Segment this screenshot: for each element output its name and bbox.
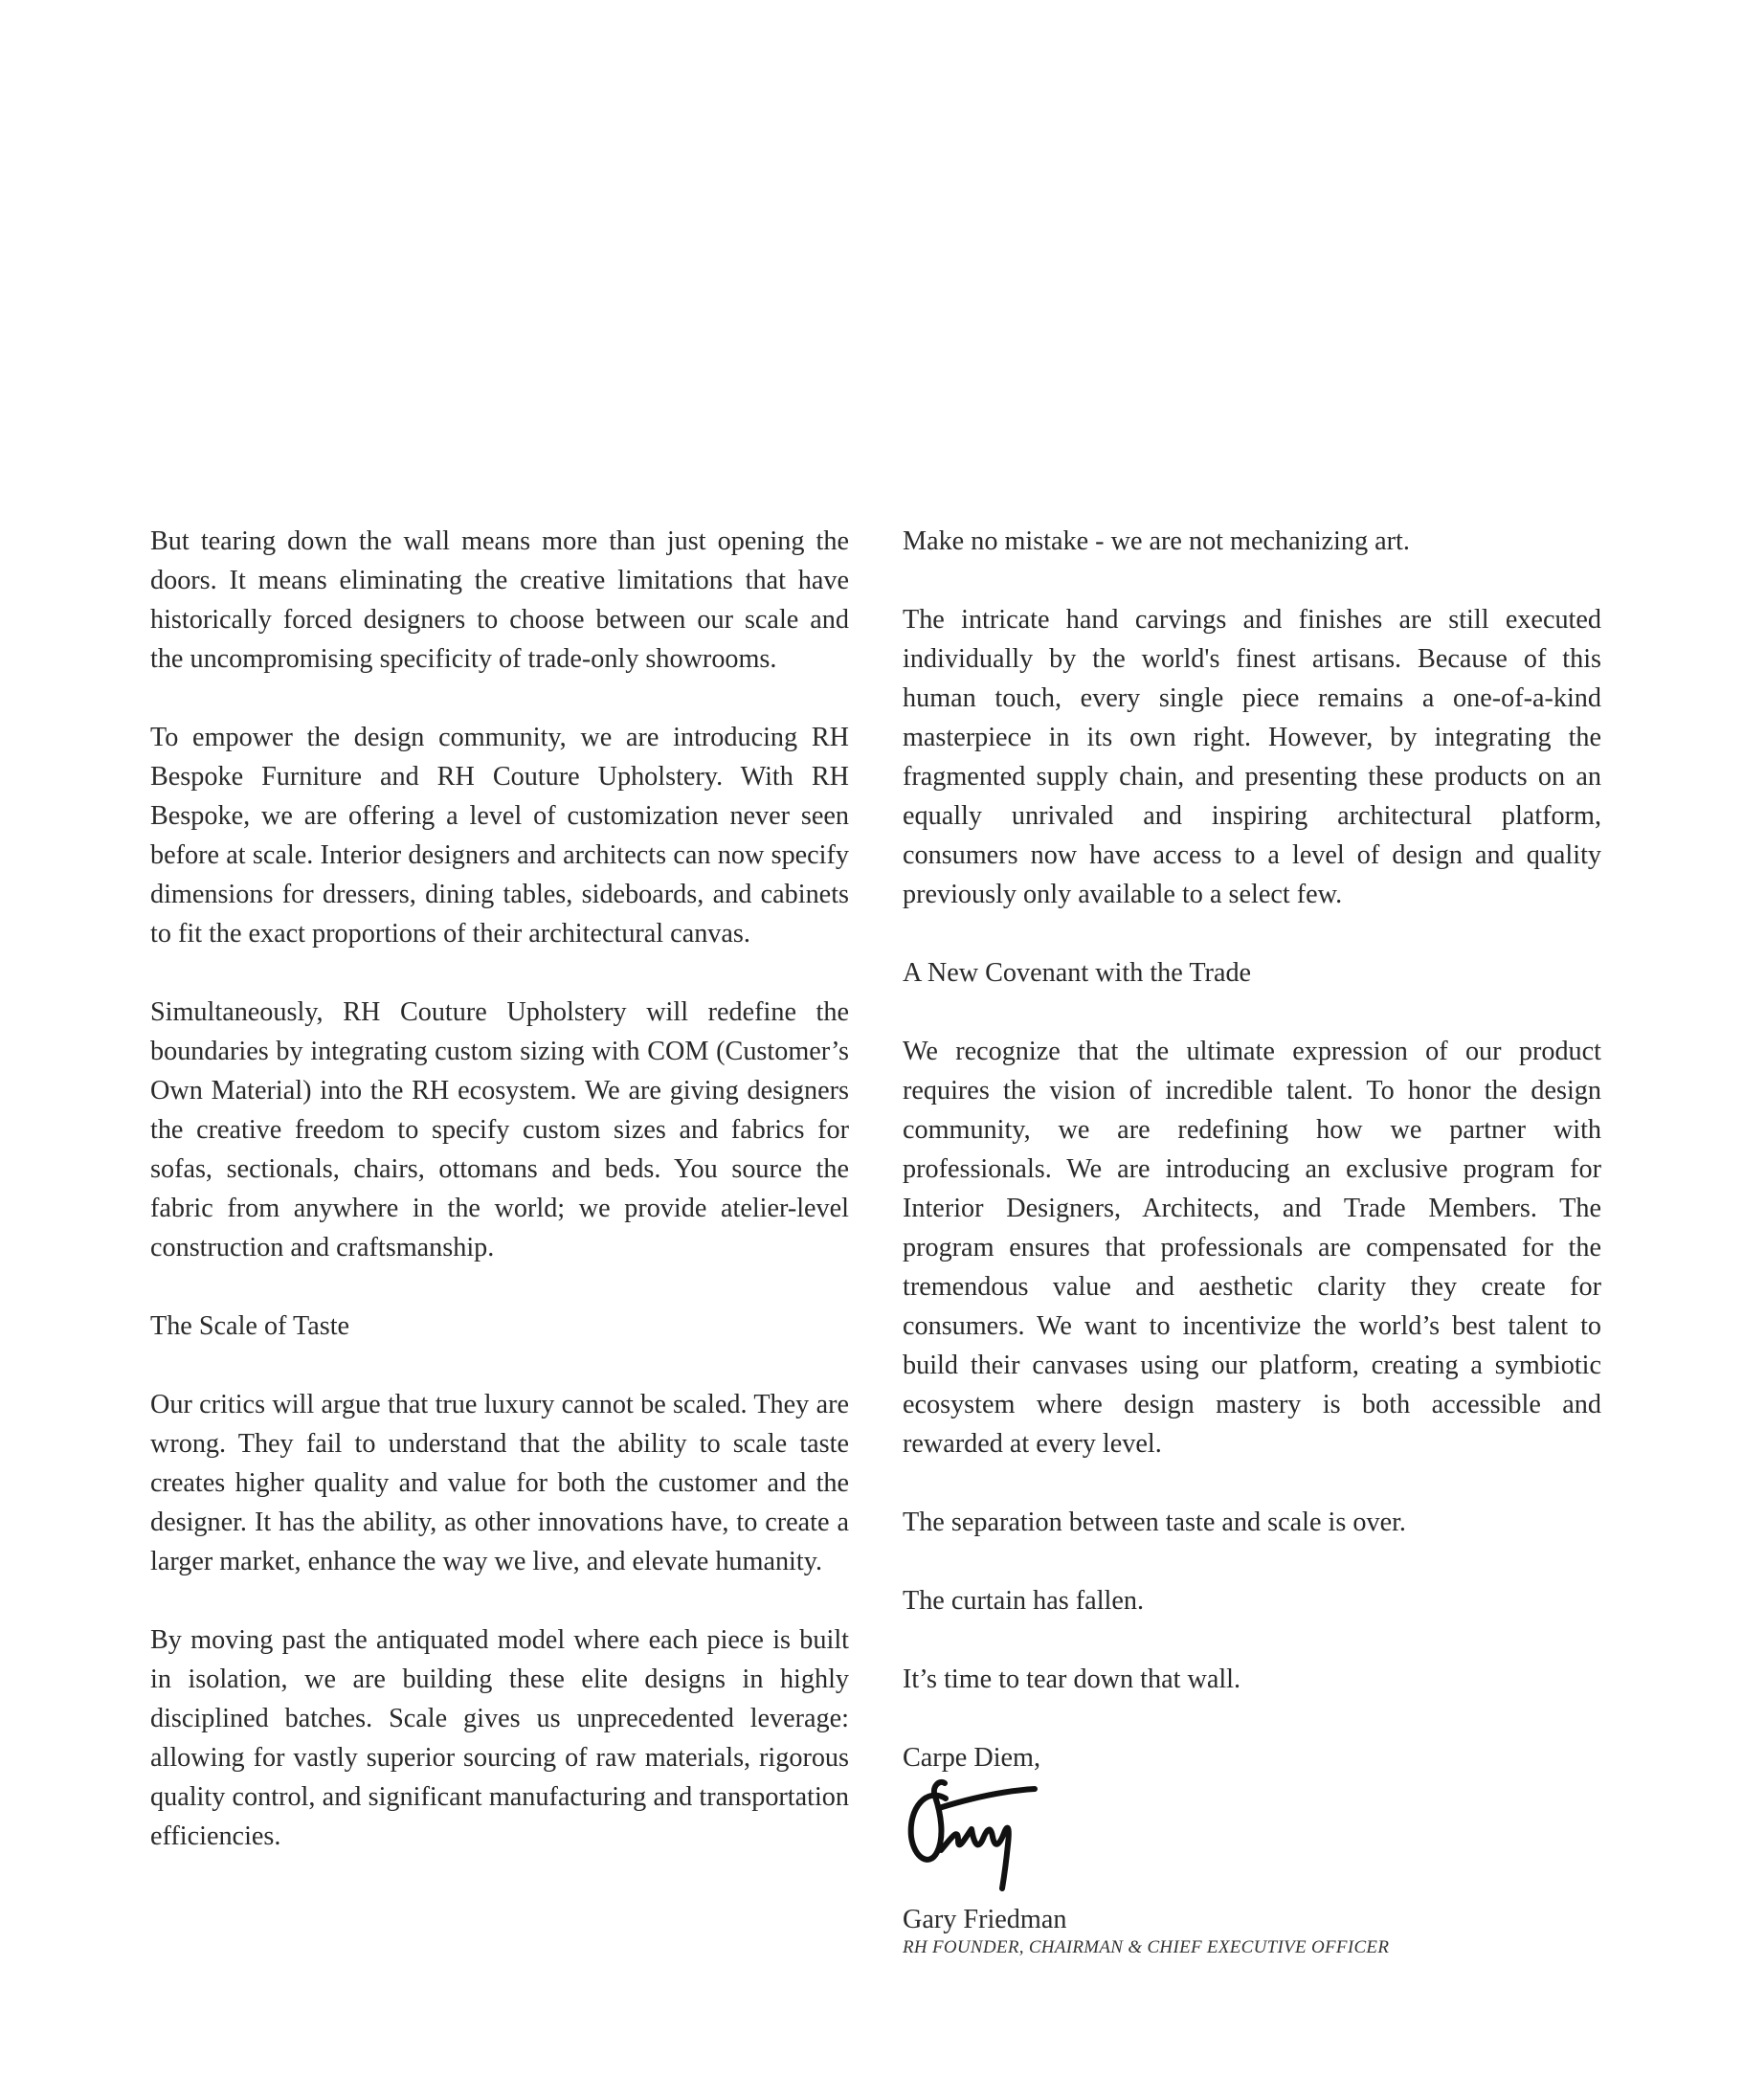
heading-new-covenant: A New Covenant with the Trade [903,958,1252,988]
handwritten-signature [903,1770,1046,1894]
signer-name: Gary Friedman [903,1905,1067,1934]
signature-block [903,1770,1477,1894]
heading-make-no-mistake: Make no mistake - we are not mechanizing art. [903,526,1410,556]
closing-line-curtain: The curtain has fallen. [903,1586,1145,1616]
heading-scale-of-taste: The Scale of Taste [150,1311,350,1341]
paragraph-tearing-down-wall: But tearing down the wall means more than just opening the doors. It means eliminating the creative limitations that have historically forced designers to choose between our scale and the uncompromising specificity of trade-only showrooms. [150,526,849,674]
paragraph-batches: By moving past the antiquated model where each piece is built in isolation, we are building these elite designs in highly disciplined batches. Scale gives us unprecedented leverage: allowing for vastly superior sourcing of raw materials, rigorous quality control, and significant manufacturing and transportation efficiencies. [150,1625,849,1851]
signature-stroke-ary [941,1828,1009,1888]
closing-line-separation: The separation between taste and scale is over. [903,1508,1406,1537]
paragraph-critics: Our critics will argue that true luxury cannot be scaled. They are wrong. They fail to understand that the ability to scale taste creates higher quality and value for both the customer and the designer. It has the ability, as other innovations have, to create a larger market, enhance the way we live, and elevate humanity. [150,1390,849,1576]
signature-stroke-bar [939,1789,1035,1808]
closing-salutation: Carpe Diem, [903,1743,1041,1773]
paragraph-artisans: The intricate hand carvings and finishes are still executed individually by the world's finest artisans. Because of this human touch, every single piece remains a one-of-a-kind masterpiece in its own right. However, by integrating the fragmented supply chain, and presenting these products on an equally unrivaled and inspiring architectural platform, consumers now have access to a level of design and quality previously only available to a select few. [903,605,1601,909]
left-column [150,522,849,1856]
paragraph-rh-couture: Simultaneously, RH Couture Upholstery will redefine the boundaries by integrating custom sizing with COM (Customer’s Own Material) into the RH ecosystem. We are giving designers the creative freedom to specify custom sizes and fabrics for sofas, sectionals, chairs, ottomans and beds. You source the fabric from anywhere in the world; we provide atelier-level construction and craftsmanship. [150,997,849,1262]
paragraph-rh-bespoke: To empower the design community, we are introducing RH Bespoke Furniture and RH Couture Upholstery. With RH Bespoke, we are offering a level of customization never seen before at scale. Interior designers and architects can now specify dimensions for dressers, dining tables, sideboards, and cabinets to fit the exact proportions of their architectural canvas. [150,723,849,949]
signature-strokes [911,1782,1035,1888]
signer-title: RH FOUNDER, CHAIRMAN & CHIEF EXECUTIVE OFFICER [903,1937,1390,1957]
right-column [903,522,1601,1777]
paragraph-trade-program: We recognize that the ultimate expression of our product requires the vision of incredible talent. To honor the design community, we are redefining how we partner with professionals. We are introducing an exclusive program for Interior Designers, Architects, and Trade Members. The program ensures that professionals are compensated for the tremendous value and aesthetic clarity they create for consumers. We want to incentivize the world’s best talent to build their canvases using our platform, creating a symbiotic ecosystem where design mastery is both accessible and rewarded at every level. [903,1037,1601,1459]
closing-line-tear-down: It’s time to tear down that wall. [903,1664,1241,1694]
